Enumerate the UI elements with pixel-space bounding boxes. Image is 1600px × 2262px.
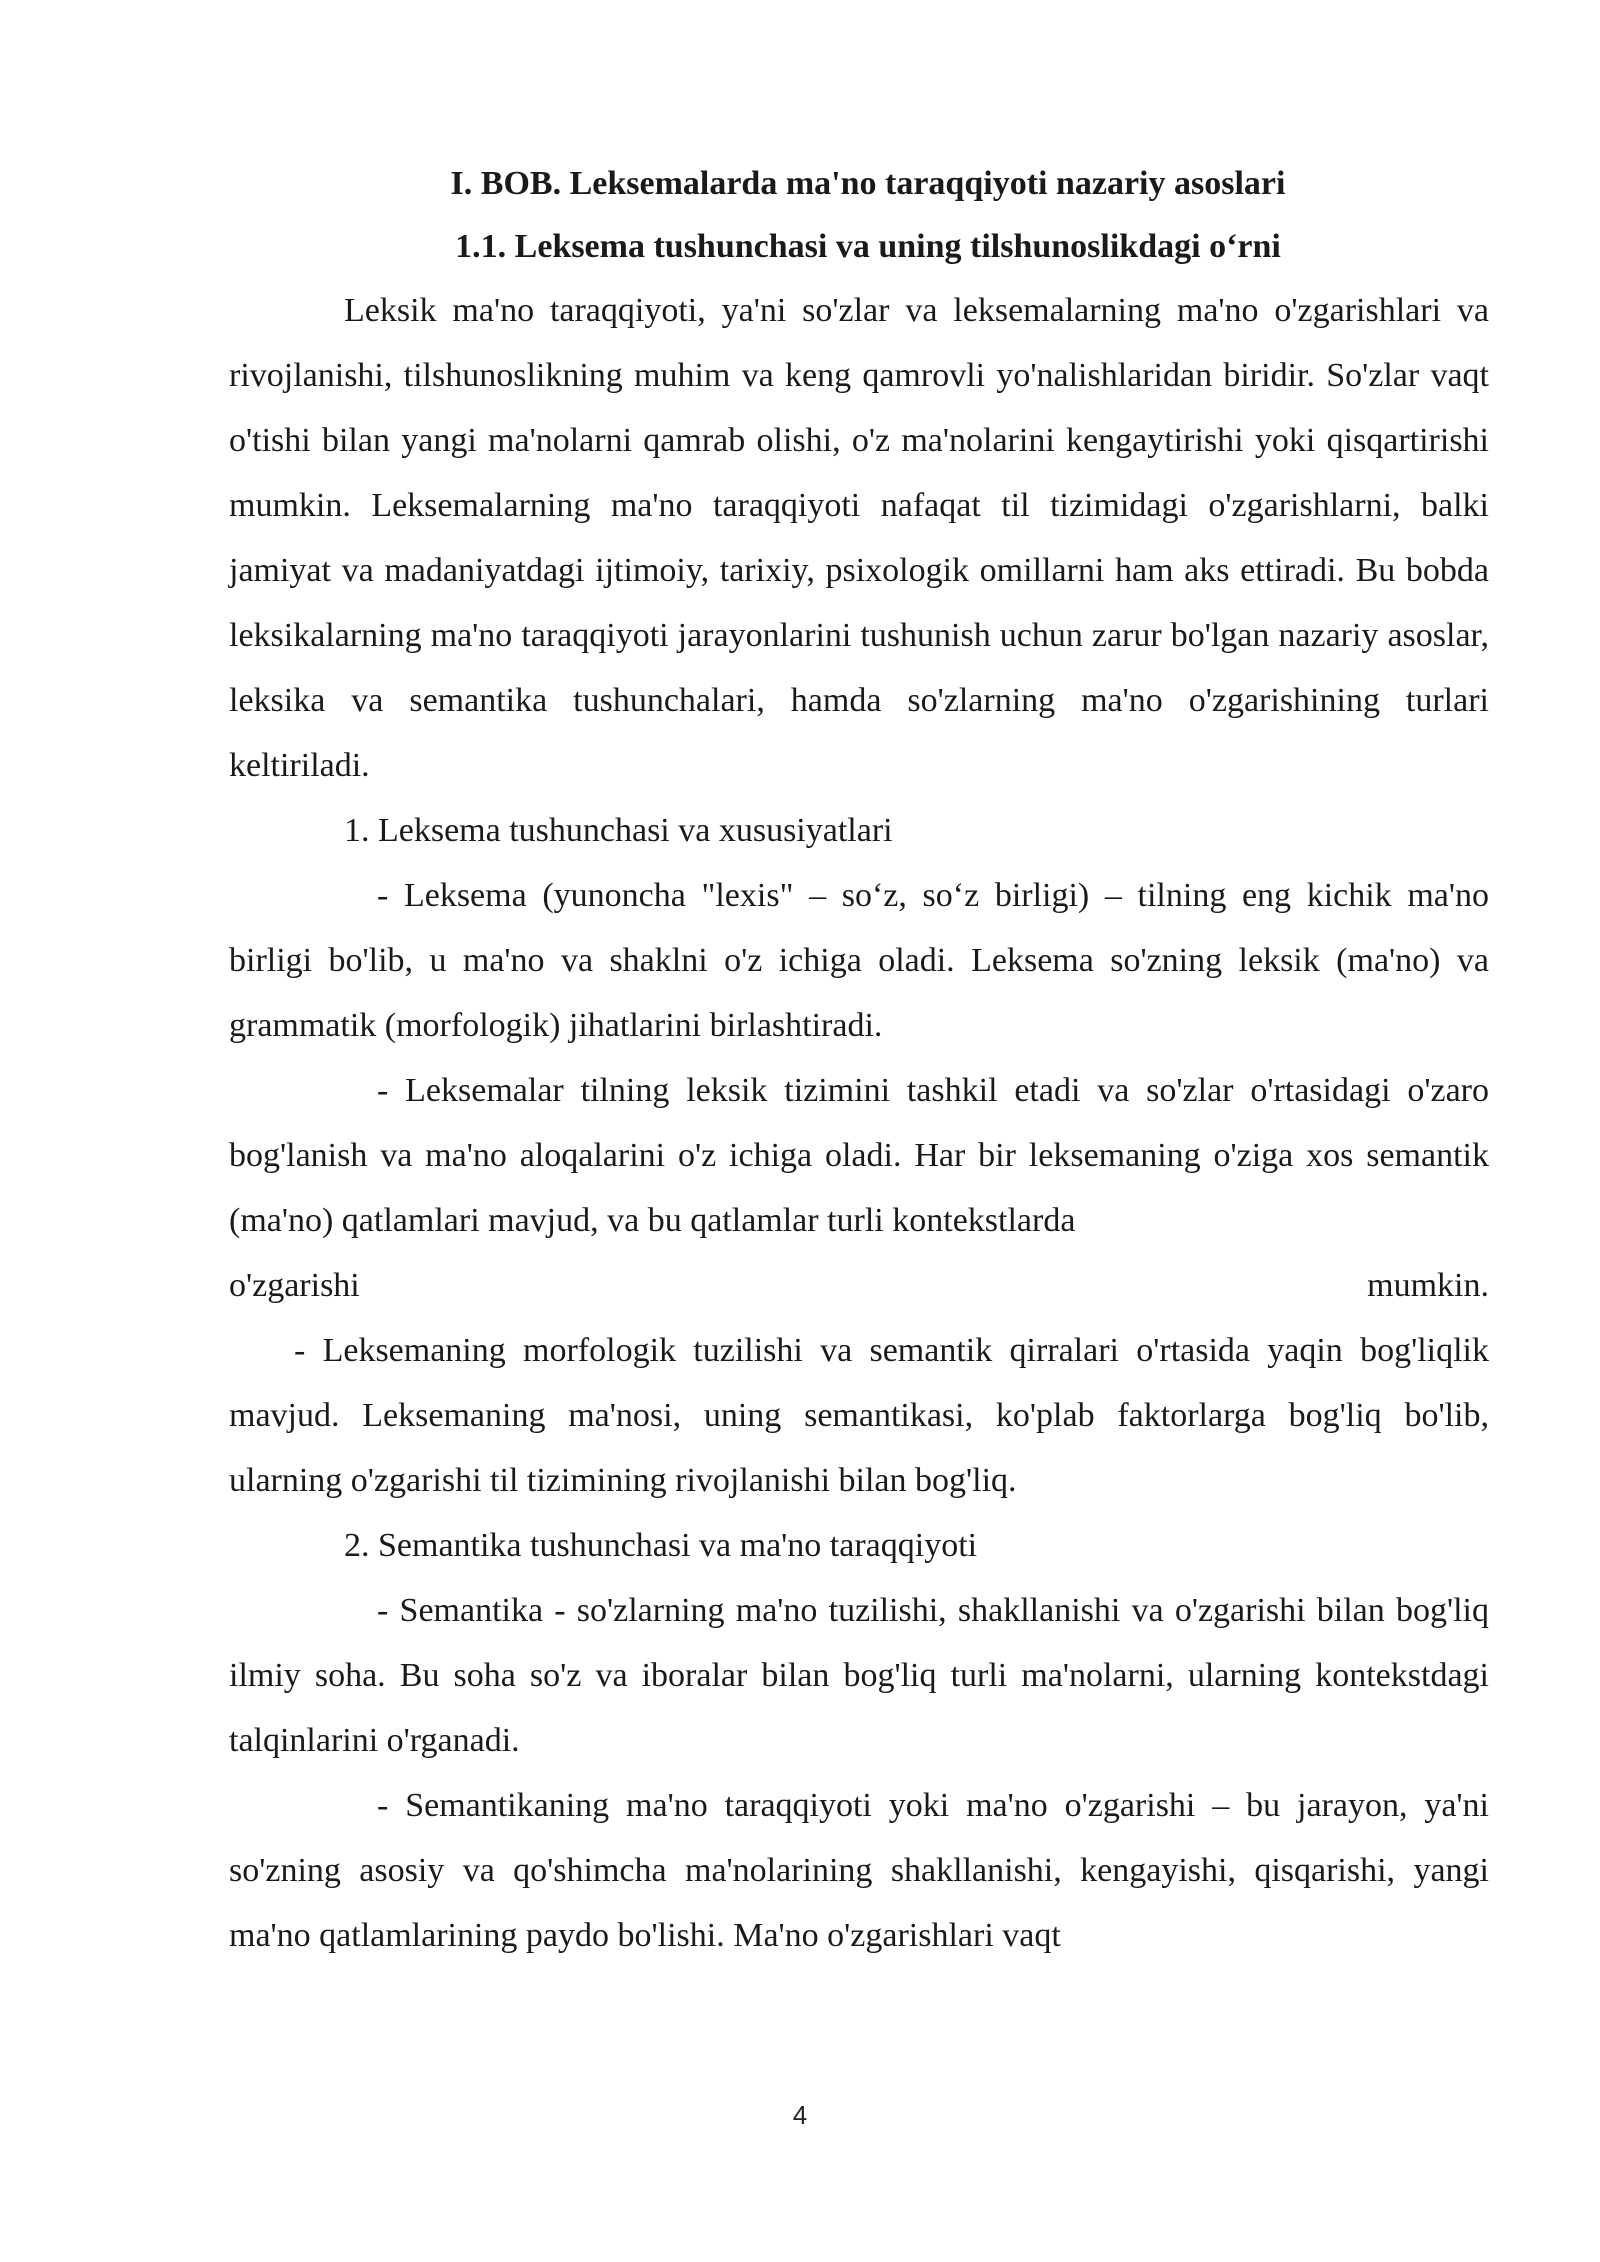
leksemalar-system-paragraph: - Leksemalar tilning leksik tizimini tashkil etadi va so'zlar o'rtasidagi o'zaro bog'lanish va ma'no aloqalarini o'z ichiga oladi. Har bir leksemaning o'ziga xos semantik (ma'no) qatlamlari mavjud, va bu qatlamlar turli kontekstlarda	[229, 1072, 1489, 1239]
leksema-definition-paragraph: - Leksema (yunoncha "lexis" – so‘z, so‘z birligi) – tilning eng kichik ma'no birligi bo'lib, u ma'no va shaklni o'z ichiga oladi. Leksema so'zning leksik (ma'no) va grammatik (morfologik) jihatlarini birlashtiradi.	[229, 877, 1489, 1044]
semantika-change-paragraph: - Semantikaning ma'no taraqqiyoti yoki ma'no o'zgarishi – bu jarayon, ya'ni so'zning asosiy va qo'shimcha ma'nolarining shakllanishi, kengayishi, qisqarishi, yangi ma'no qatlamlarining paydo bo'lishi. Ma'no o'zgarishlari vaqt	[229, 1787, 1489, 1954]
paragraph-split-line	[229, 1253, 1489, 1318]
morphology-paragraph: - Leksemaning morfologik tuzilishi va semantik qirralari o'rtasida yaqin bog'liqlik mavjud. Leksemaning ma'nosi, uning semantikasi, ko'plab faktorlarga bog'liq bo'lib, ularning o'zgarishi til tizimining rivojlanishi bilan bog'liq.	[229, 1332, 1489, 1499]
semantika-definition-paragraph: - Semantika - so'zlarning ma'no tuzilishi, shakllanishi va o'zgarishi bilan bog'liq ilmiy soha. Bu soha so'z va iboralar bilan bog'liq turli ma'nolarni, ularning kontekstdagi talqinlarini o'rganadi.	[229, 1592, 1489, 1759]
page-number: 4	[792, 2100, 808, 2130]
split-line-right-text: mumkin.	[1367, 1267, 1489, 1304]
chapter-title: I. BOB. Leksemalarda ma'no taraqqiyoti nazariy asoslari	[450, 165, 1286, 202]
split-line-left-text: o'zgarishi	[229, 1267, 360, 1304]
section-title: 1.1. Leksema tushunchasi va uning tilshunoslikdagi o‘rni	[455, 228, 1281, 265]
list-item-semantika: 2. Semantika tushunchasi va ma'no taraqqiyoti	[344, 1527, 978, 1564]
list-item-leksema: 1. Leksema tushunchasi va xususiyatlari	[344, 812, 893, 849]
intro-paragraph: Leksik ma'no taraqqiyoti, ya'ni so'zlar va leksemalarning ma'no o'zgarishlari va rivojlanishi, tilshunoslikning muhim va keng qamrovli yo'nalishlaridan biridir. So'zlar vaqt o'tishi bilan yangi ma'nolarni qamrab olishi, o'z ma'nolarini kengaytirishi yoki qisqartirishi mumkin. Leksemalarning ma'no taraqqiyoti nafaqat til tizimidagi o'zgarishlarni, balki jamiyat va madaniyatdagi ijtimoiy, tarixiy, psixologik omillarni ham aks ettiradi. Bu bobda leksikalarning ma'no taraqqiyoti jarayonlarini tushunish uchun zarur bo'lgan nazariy asoslar, leksika va semantika tushunchalari, hamda so'zlarning ma'no o'zgarishining turlari keltiriladi.	[229, 292, 1489, 784]
document-page	[229, 152, 1489, 1968]
